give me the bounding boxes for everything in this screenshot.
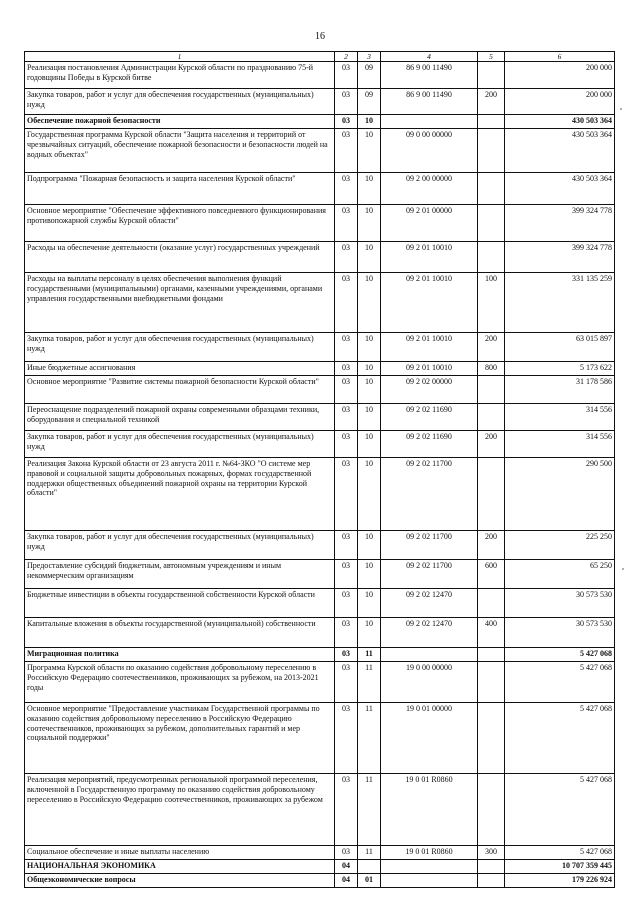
row-name-cell: Обеспечение пожарной безопасности (25, 115, 335, 129)
row-name-cell: Основное мероприятие "Обеспечение эффективного повседневного функционирования противопожарной службы Курской области" (25, 205, 335, 242)
row-amount-cell: 314 556 (505, 404, 615, 431)
row-amount-cell: 5 427 068 (505, 703, 615, 774)
row-name-cell: Закупка товаров, работ и услуг для обеспечения государственных (муниципальных) нужд (25, 333, 335, 362)
row-subsection-cell: 10 (358, 333, 381, 362)
row-target-article-cell (381, 874, 478, 888)
row-amount-cell: 5 427 068 (505, 774, 615, 846)
row-target-article-cell: 09 2 02 00000 (381, 376, 478, 404)
row-target-article-cell (381, 115, 478, 129)
header-row (25, 52, 615, 62)
row-expense-type-cell: 200 (478, 431, 505, 458)
table-row (25, 376, 615, 404)
row-expense-type-cell (478, 703, 505, 774)
row-section-cell: 03 (335, 376, 358, 404)
row-target-article-cell (381, 648, 478, 662)
row-subsection-cell: 10 (358, 404, 381, 431)
table-row (25, 703, 615, 774)
row-expense-type-cell: 300 (478, 846, 505, 860)
row-section-cell: 03 (335, 62, 358, 89)
row-section-cell: 03 (335, 589, 358, 618)
row-subsection-cell: 11 (358, 774, 381, 846)
row-subsection-cell: 11 (358, 703, 381, 774)
row-amount-cell: 430 503 364 (505, 173, 615, 205)
row-subsection-cell: 10 (358, 173, 381, 205)
row-section-cell: 03 (335, 560, 358, 589)
row-name-cell: Основное мероприятие "Предоставление участникам Государственной программы по оказанию содействия добровольному переселению в Российскую Федерацию соотечественников, проживающих за рубежом, дополнительных гарантий и мер социальной поддержки" (25, 703, 335, 774)
table-row (25, 333, 615, 362)
row-target-article-cell: 09 2 01 00000 (381, 205, 478, 242)
row-section-cell: 03 (335, 129, 358, 173)
table-row (25, 560, 615, 589)
table-row (25, 115, 615, 129)
row-target-article-cell: 09 2 01 10010 (381, 333, 478, 362)
row-amount-cell: 430 503 364 (505, 129, 615, 173)
row-name-cell: Предоставление субсидий бюджетным, автономным учреждениям и иным некоммерческим организациям (25, 560, 335, 589)
row-subsection-cell: 10 (358, 618, 381, 648)
row-section-cell: 03 (335, 273, 358, 333)
row-amount-cell: 179 226 924 (505, 874, 615, 888)
table-row (25, 362, 615, 376)
row-expense-type-cell (478, 115, 505, 129)
row-amount-cell: 10 707 359 445 (505, 860, 615, 874)
row-section-cell: 03 (335, 404, 358, 431)
budget-table (24, 51, 615, 888)
table-row (25, 89, 615, 115)
row-amount-cell: 5 427 068 (505, 648, 615, 662)
row-amount-cell: 314 556 (505, 431, 615, 458)
page-number: 16 (315, 31, 325, 42)
row-expense-type-cell: 100 (478, 273, 505, 333)
table-row (25, 874, 615, 888)
row-name-cell: Расходы на выплаты персоналу в целях обеспечения выполнения функций государственными (муниципальными) органами, казенными учреждениями, органами управления государственными внебюджетными фондами (25, 273, 335, 333)
row-section-cell: 03 (335, 362, 358, 376)
row-target-article-cell (381, 860, 478, 874)
row-expense-type-cell: 200 (478, 333, 505, 362)
row-name-cell: Капитальные вложения в объекты государственной (муниципальной) собственности (25, 618, 335, 648)
row-amount-cell: 65 250 (505, 560, 615, 589)
row-section-cell: 03 (335, 703, 358, 774)
table-row (25, 62, 615, 89)
col-header-vr: 5 (478, 52, 505, 62)
row-amount-cell: 399 324 778 (505, 242, 615, 273)
row-expense-type-cell (478, 458, 505, 531)
row-target-article-cell: 09 2 02 11700 (381, 458, 478, 531)
row-name-cell: Расходы на обеспечение деятельности (оказание услуг) государственных учреждений (25, 242, 335, 273)
table-row (25, 173, 615, 205)
row-target-article-cell: 19 0 01 R0860 (381, 846, 478, 860)
row-subsection-cell: 10 (358, 458, 381, 531)
row-section-cell: 03 (335, 662, 358, 703)
row-section-cell: 04 (335, 860, 358, 874)
row-name-cell: Основное мероприятие "Развитие системы пожарной безопасности Курской области" (25, 376, 335, 404)
row-expense-type-cell: 200 (478, 531, 505, 560)
table-body (25, 62, 615, 888)
row-expense-type-cell (478, 205, 505, 242)
row-section-cell: 04 (335, 874, 358, 888)
row-subsection-cell: 10 (358, 362, 381, 376)
row-name-cell: Социальное обеспечение и иные выплаты населению (25, 846, 335, 860)
table-row (25, 846, 615, 860)
row-target-article-cell: 86 9 00 11490 (381, 62, 478, 89)
row-subsection-cell: 11 (358, 648, 381, 662)
row-subsection-cell: 10 (358, 129, 381, 173)
row-subsection-cell: 01 (358, 874, 381, 888)
row-amount-cell: 30 573 530 (505, 618, 615, 648)
row-section-cell: 03 (335, 648, 358, 662)
table-row (25, 774, 615, 846)
row-expense-type-cell (478, 860, 505, 874)
row-target-article-cell: 09 2 02 11690 (381, 404, 478, 431)
row-amount-cell: 200 000 (505, 62, 615, 89)
row-subsection-cell: 11 (358, 846, 381, 860)
row-name-cell: Закупка товаров, работ и услуг для обеспечения государственных (муниципальных) нужд (25, 89, 335, 115)
row-name-cell: Реализация мероприятий, предусмотренных региональной программой переселения, включенной в Государственную программу по оказанию содействия добровольному переселению в Российскую Федерацию соотечественников, проживающих за рубежом (25, 774, 335, 846)
row-target-article-cell: 09 2 02 11690 (381, 431, 478, 458)
table-row (25, 648, 615, 662)
row-subsection-cell: 10 (358, 560, 381, 589)
row-expense-type-cell: 600 (478, 560, 505, 589)
row-amount-cell: 63 015 897 (505, 333, 615, 362)
row-expense-type-cell (478, 662, 505, 703)
row-name-cell: Миграционная политика (25, 648, 335, 662)
row-section-cell: 03 (335, 173, 358, 205)
row-name-cell: НАЦИОНАЛЬНАЯ ЭКОНОМИКА (25, 860, 335, 874)
row-amount-cell: 399 324 778 (505, 205, 615, 242)
row-amount-cell: 225 250 (505, 531, 615, 560)
row-subsection-cell: 10 (358, 273, 381, 333)
table-row (25, 404, 615, 431)
row-subsection-cell: 10 (358, 531, 381, 560)
col-header-csr: 4 (381, 52, 478, 62)
row-section-cell: 03 (335, 115, 358, 129)
row-name-cell: Закупка товаров, работ и услуг для обеспечения государственных (муниципальных) нужд (25, 531, 335, 560)
scan-speck (622, 568, 624, 570)
row-expense-type-cell (478, 404, 505, 431)
row-target-article-cell: 09 2 01 10010 (381, 362, 478, 376)
row-subsection-cell: 10 (358, 589, 381, 618)
row-name-cell: Реализация постановления Администрации Курской области по празднованию 75-й годовщины Победы в Курской битве (25, 62, 335, 89)
row-amount-cell: 30 573 530 (505, 589, 615, 618)
row-section-cell: 03 (335, 458, 358, 531)
row-section-cell: 03 (335, 774, 358, 846)
row-section-cell: 03 (335, 242, 358, 273)
table-row (25, 531, 615, 560)
row-expense-type-cell (478, 376, 505, 404)
table-row (25, 205, 615, 242)
row-expense-type-cell (478, 589, 505, 618)
table-row (25, 589, 615, 618)
table-row (25, 458, 615, 531)
row-section-cell: 03 (335, 333, 358, 362)
row-section-cell: 03 (335, 531, 358, 560)
row-name-cell: Переоснащение подразделений пожарной охраны современными образцами техники, оборудования и специальной техникой (25, 404, 335, 431)
row-name-cell: Бюджетные инвестиции в объекты государственной собственности Курской области (25, 589, 335, 618)
row-subsection-cell: 11 (358, 662, 381, 703)
row-amount-cell: 200 000 (505, 89, 615, 115)
table-row (25, 129, 615, 173)
table-row (25, 431, 615, 458)
row-target-article-cell: 09 2 02 12470 (381, 589, 478, 618)
row-amount-cell: 5 427 068 (505, 846, 615, 860)
row-amount-cell: 430 503 364 (505, 115, 615, 129)
row-section-cell: 03 (335, 431, 358, 458)
col-header-rz: 2 (335, 52, 358, 62)
scan-speck (620, 108, 622, 110)
row-amount-cell: 331 135 259 (505, 273, 615, 333)
row-expense-type-cell (478, 242, 505, 273)
row-expense-type-cell (478, 173, 505, 205)
row-name-cell: Закупка товаров, работ и услуг для обеспечения государственных (муниципальных) нужд (25, 431, 335, 458)
row-name-cell: Программа Курской области по оказанию содействия добровольному переселению в Российскую Федерацию соотечественников, проживающих за рубежом, на 2013-2021 годы (25, 662, 335, 703)
row-target-article-cell: 19 0 01 R0860 (381, 774, 478, 846)
row-target-article-cell: 09 2 02 11700 (381, 560, 478, 589)
row-subsection-cell: 10 (358, 376, 381, 404)
table-row (25, 273, 615, 333)
row-subsection-cell (358, 860, 381, 874)
row-expense-type-cell (478, 648, 505, 662)
row-section-cell: 03 (335, 205, 358, 242)
row-subsection-cell: 10 (358, 431, 381, 458)
row-target-article-cell: 09 2 02 12470 (381, 618, 478, 648)
row-name-cell: Реализация Закона Курской области от 23 августа 2011 г. №64-ЗКО "О системе мер правовой и социальной защиты добровольных пожарных, формах государственной поддержки общественных объединений пожарной охраны на территории Курской области" (25, 458, 335, 531)
row-section-cell: 03 (335, 618, 358, 648)
row-target-article-cell: 19 0 01 00000 (381, 703, 478, 774)
col-header-sum: 6 (505, 52, 615, 62)
table-row (25, 618, 615, 648)
row-section-cell: 03 (335, 846, 358, 860)
row-target-article-cell: 86 9 00 11490 (381, 89, 478, 115)
row-expense-type-cell: 800 (478, 362, 505, 376)
row-target-article-cell: 09 0 00 00000 (381, 129, 478, 173)
col-header-name: 1 (25, 52, 335, 62)
row-amount-cell: 5 427 068 (505, 662, 615, 703)
row-name-cell: Государственная программа Курской области "Защита населения и территорий от чрезвычайных ситуаций, обеспечение пожарной безопасности и безопасности людей на водных объектах" (25, 129, 335, 173)
table-row (25, 860, 615, 874)
row-expense-type-cell (478, 62, 505, 89)
row-section-cell: 03 (335, 89, 358, 115)
row-expense-type-cell: 200 (478, 89, 505, 115)
row-subsection-cell: 10 (358, 205, 381, 242)
row-name-cell: Общеэкономические вопросы (25, 874, 335, 888)
row-target-article-cell: 19 0 00 00000 (381, 662, 478, 703)
row-subsection-cell: 09 (358, 89, 381, 115)
row-amount-cell: 31 178 586 (505, 376, 615, 404)
row-target-article-cell: 09 2 00 00000 (381, 173, 478, 205)
row-expense-type-cell (478, 129, 505, 173)
row-expense-type-cell (478, 774, 505, 846)
row-expense-type-cell: 400 (478, 618, 505, 648)
table-row (25, 242, 615, 273)
row-target-article-cell: 09 2 01 10010 (381, 242, 478, 273)
row-subsection-cell: 09 (358, 62, 381, 89)
row-expense-type-cell (478, 874, 505, 888)
row-subsection-cell: 10 (358, 115, 381, 129)
row-amount-cell: 5 173 622 (505, 362, 615, 376)
row-name-cell: Иные бюджетные ассигнования (25, 362, 335, 376)
row-target-article-cell: 09 2 01 10010 (381, 273, 478, 333)
row-name-cell: Подпрограмма "Пожарная безопасность и защита населения Курской области" (25, 173, 335, 205)
row-amount-cell: 290 500 (505, 458, 615, 531)
table-row (25, 662, 615, 703)
col-header-pr: 3 (358, 52, 381, 62)
row-subsection-cell: 10 (358, 242, 381, 273)
row-target-article-cell: 09 2 02 11700 (381, 531, 478, 560)
